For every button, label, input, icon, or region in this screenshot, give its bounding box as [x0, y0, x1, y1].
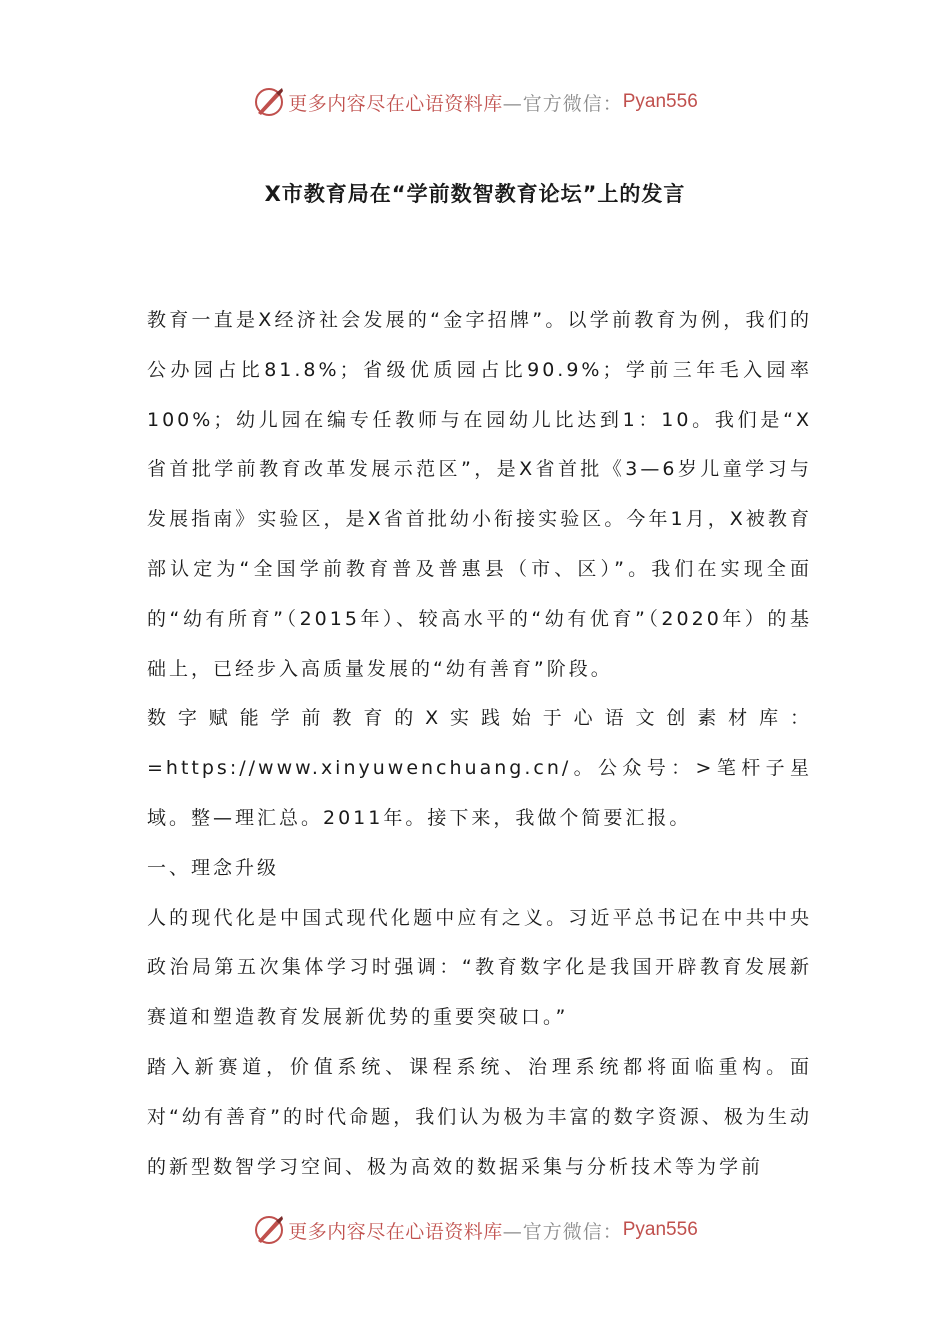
banner-site-name: 更多内容尽在心语资料库: [288, 92, 503, 115]
banner-site-name: 更多内容尽在心语资料库: [288, 1220, 503, 1243]
header-watermark-banner: [0, 82, 950, 122]
quill-pen-logo-icon: [252, 1213, 286, 1247]
banner-official-label: —官方微信：: [502, 92, 623, 115]
paragraph-modernization: 人的现代化是中国式现代化题中应有之义。习近平总书记在中共中央政治局第五次集体学习时强调：“教育数字化是我国开辟教育发展新赛道和塑造教育发展新优势的重要突破口。”: [147, 906, 812, 1029]
footer-watermark-banner: [0, 1210, 950, 1250]
paragraph-intro: 教育一直是X经济社会发展的“金字招牌”。以学前教育为例，我们的公办园占比81.8%；省级优质园占比90.9%；学前三年毛入园率100%；幼儿园在编专任教师与在园幼儿比达到1：10。我们是“X省首批学前教育改革发展示范区”，是X省首批《3—6岁儿童学习与发展指南》实验区，是X省首批幼小衔接实验区。今年1月，X被教育部认定为“全国学前教育普及普惠县（市、区）”。我们在实现全面的“幼有所育”（2015年）、较高水平的“幼有优育”（2020年）的基础上，已经步入高质量发展的“幼有善育”阶段。: [147, 309, 812, 680]
banner-official-label: —官方微信：: [502, 1220, 623, 1243]
section-heading-concept-upgrade: 一、理念升级: [147, 856, 280, 879]
paragraph-new-track: 踏入新赛道，价值系统、课程系统、治理系统都将面临重构。面对“幼有善育”的时代命题，我们认为极为丰富的数字资源、极为生动的新型数智学习空间、极为高效的数据采集与分析技术等为学前: [147, 1055, 812, 1178]
quill-pen-logo-icon: [252, 85, 286, 119]
paragraph-source-note: 数字赋能学前教育的X实践始于心语文创素材库：=https://www.xinyuwenchuang.cn/。公众号：>笔杆子星域。整—理汇总。2011年。接下来，我做个简要汇报。: [147, 707, 812, 829]
banner-wechat-handle: Pyan556: [622, 91, 698, 112]
banner-wechat-handle: Pyan556: [622, 1219, 698, 1240]
document-title: X市教育局在“学前数智教育论坛”上的发言: [264, 182, 686, 206]
document-body: [147, 296, 812, 1192]
